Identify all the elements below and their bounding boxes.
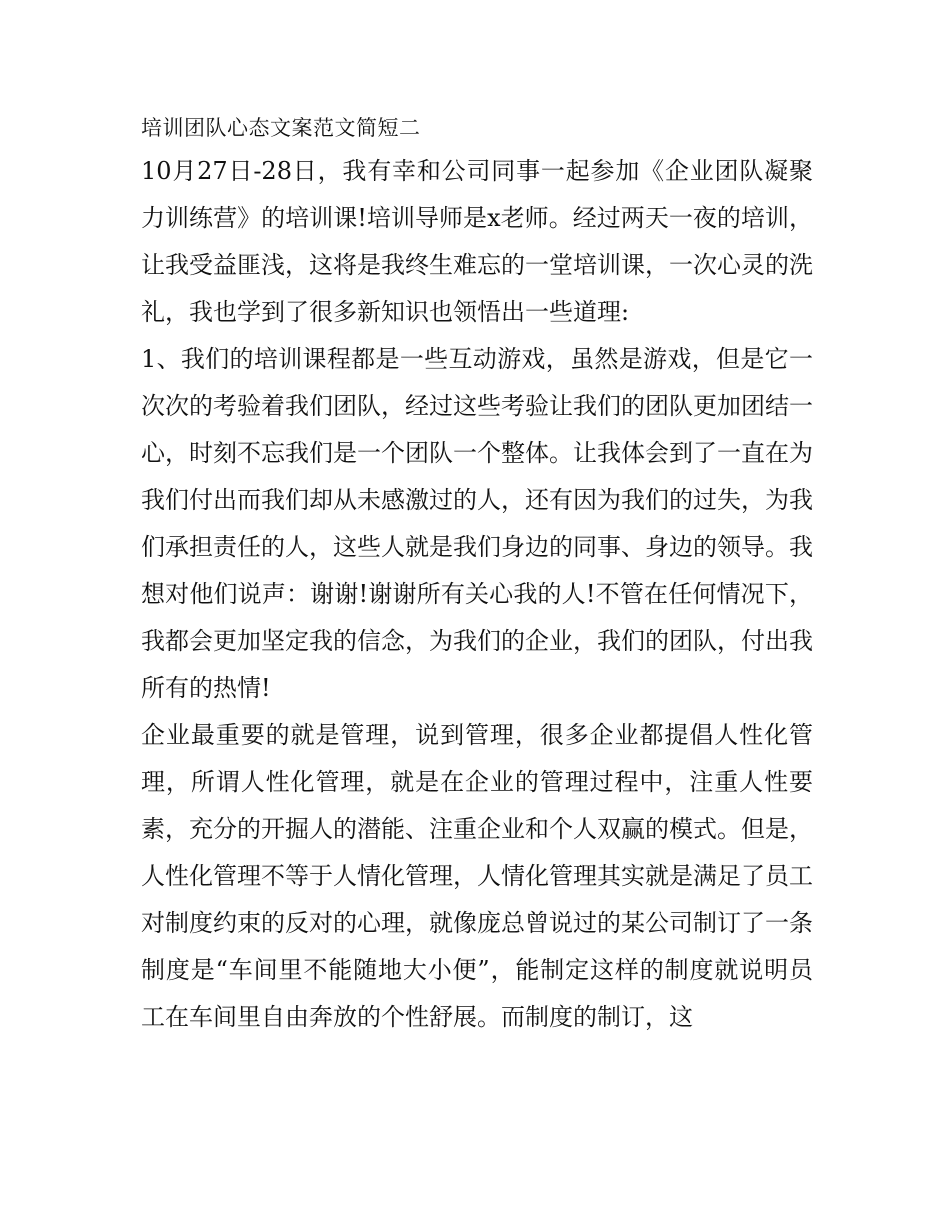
paragraph-intro: 10月27日-28日，我有幸和公司同事一起参加《企业团队凝聚力训练营》的培训课!培训导师是x老师。经过两天一夜的培训，让我受益匪浅，这将是我终生难忘的一堂培训课，一次心灵的洗礼，我也学到了很多新知识也领悟出一些道理: — [141, 157, 813, 326]
document-title: 培训团队心态文案范文简短二 — [141, 116, 421, 140]
paragraph-point-1: 1、我们的培训课程都是一些互动游戏，虽然是游戏，但是它一次次的考验着我们团队，经过这些考验让我们的团队更加团结一心，时刻不忘我们是一个团队一个整体。让我体会到了一直在为我们付出而我们却从未感激过的人，还有因为我们的过失，为我们承担责任的人，这些人就是我们身边的同事、身边的领导。我想对他们说声：谢谢!谢谢所有关心我的人!不管在任何情况下，我都会更加坚定我的信念，为我们的企业，我们的团队，付出我所有的热情! — [141, 345, 813, 702]
paragraph-management: 企业最重要的就是管理，说到管理，很多企业都提倡人性化管理，所谓人性化管理，就是在企业的管理过程中，注重人性要素，充分的开掘人的潜能、注重企业和个人双赢的模式。但是，人性化管理不等于人情化管理，人情化管理其实就是满足了员工对制度约束的反对的心理，就像庞总曾说过的某公司制订了一条制度是“车间里不能随地大小便”，能制定这样的制度就说明员工在车间里自由奔放的个性舒展。而制度的制订，这 — [141, 721, 813, 1031]
document-page — [141, 108, 813, 1041]
